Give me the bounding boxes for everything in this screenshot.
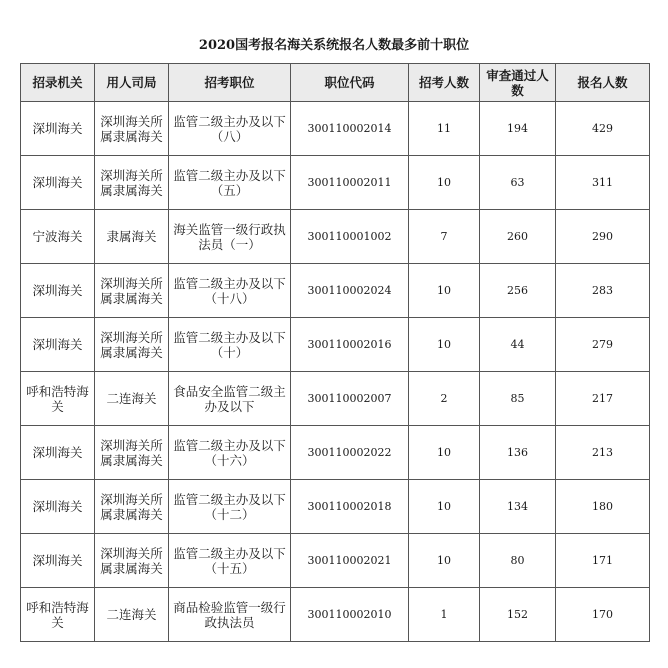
cell-applicants: 217 bbox=[556, 372, 650, 426]
header-quota: 招考人数 bbox=[409, 64, 480, 102]
cell-org: 深圳海关 bbox=[21, 318, 95, 372]
cell-code: 300110001002 bbox=[291, 210, 409, 264]
table-row bbox=[21, 102, 650, 156]
cell-dept: 深圳海关所属隶属海关 bbox=[95, 264, 169, 318]
cell-position: 监管二级主办及以下（十八） bbox=[169, 264, 291, 318]
cell-passed: 63 bbox=[480, 156, 556, 210]
cell-applicants: 171 bbox=[556, 534, 650, 588]
cell-applicants: 283 bbox=[556, 264, 650, 318]
table-row bbox=[21, 156, 650, 210]
cell-dept: 隶属海关 bbox=[95, 210, 169, 264]
cell-passed: 134 bbox=[480, 480, 556, 534]
cell-quota: 10 bbox=[409, 156, 480, 210]
cell-position: 商品检验监管一级行政执法员 bbox=[169, 588, 291, 642]
cell-code: 300110002024 bbox=[291, 264, 409, 318]
cell-quota: 7 bbox=[409, 210, 480, 264]
cell-applicants: 213 bbox=[556, 426, 650, 480]
cell-org: 深圳海关 bbox=[21, 264, 95, 318]
cell-org: 深圳海关 bbox=[21, 102, 95, 156]
cell-quota: 10 bbox=[409, 480, 480, 534]
cell-code: 300110002011 bbox=[291, 156, 409, 210]
cell-dept: 深圳海关所属隶属海关 bbox=[95, 426, 169, 480]
cell-org: 深圳海关 bbox=[21, 426, 95, 480]
cell-dept: 深圳海关所属隶属海关 bbox=[95, 102, 169, 156]
cell-dept: 深圳海关所属隶属海关 bbox=[95, 318, 169, 372]
cell-position: 食品安全监管二级主办及以下 bbox=[169, 372, 291, 426]
table-row bbox=[21, 480, 650, 534]
cell-applicants: 279 bbox=[556, 318, 650, 372]
ranking-table bbox=[20, 63, 650, 642]
cell-applicants: 311 bbox=[556, 156, 650, 210]
header-dept: 用人司局 bbox=[95, 64, 169, 102]
cell-code: 300110002018 bbox=[291, 480, 409, 534]
cell-applicants: 170 bbox=[556, 588, 650, 642]
cell-passed: 85 bbox=[480, 372, 556, 426]
cell-code: 300110002021 bbox=[291, 534, 409, 588]
cell-code: 300110002016 bbox=[291, 318, 409, 372]
cell-passed: 256 bbox=[480, 264, 556, 318]
header-org: 招录机关 bbox=[21, 64, 95, 102]
cell-quota: 10 bbox=[409, 264, 480, 318]
cell-quota: 1 bbox=[409, 588, 480, 642]
table-row bbox=[21, 534, 650, 588]
cell-quota: 11 bbox=[409, 102, 480, 156]
cell-code: 300110002010 bbox=[291, 588, 409, 642]
table-row bbox=[21, 210, 650, 264]
cell-org: 呼和浩特海关 bbox=[21, 372, 95, 426]
cell-position: 监管二级主办及以下（八） bbox=[169, 102, 291, 156]
header-applicants: 报名人数 bbox=[556, 64, 650, 102]
cell-applicants: 180 bbox=[556, 480, 650, 534]
header-position: 招考职位 bbox=[169, 64, 291, 102]
cell-position: 监管二级主办及以下（十） bbox=[169, 318, 291, 372]
cell-passed: 44 bbox=[480, 318, 556, 372]
table-row bbox=[21, 426, 650, 480]
cell-passed: 80 bbox=[480, 534, 556, 588]
header-code: 职位代码 bbox=[291, 64, 409, 102]
table-header-row bbox=[21, 64, 650, 102]
cell-position: 监管二级主办及以下（五） bbox=[169, 156, 291, 210]
cell-passed: 136 bbox=[480, 426, 556, 480]
cell-passed: 260 bbox=[480, 210, 556, 264]
cell-quota: 10 bbox=[409, 534, 480, 588]
cell-position: 监管二级主办及以下（十二） bbox=[169, 480, 291, 534]
cell-passed: 194 bbox=[480, 102, 556, 156]
cell-quota: 10 bbox=[409, 426, 480, 480]
cell-code: 300110002014 bbox=[291, 102, 409, 156]
table-row bbox=[21, 372, 650, 426]
cell-dept: 深圳海关所属隶属海关 bbox=[95, 480, 169, 534]
cell-quota: 2 bbox=[409, 372, 480, 426]
cell-org: 宁波海关 bbox=[21, 210, 95, 264]
cell-dept: 深圳海关所属隶属海关 bbox=[95, 534, 169, 588]
table-row bbox=[21, 588, 650, 642]
table-row bbox=[21, 318, 650, 372]
header-passed: 审查通过人数 bbox=[480, 64, 556, 102]
cell-passed: 152 bbox=[480, 588, 556, 642]
cell-org: 深圳海关 bbox=[21, 156, 95, 210]
cell-code: 300110002007 bbox=[291, 372, 409, 426]
cell-position: 监管二级主办及以下（十六） bbox=[169, 426, 291, 480]
cell-position: 海关监管一级行政执法员（一） bbox=[169, 210, 291, 264]
page-title: 2020国考报名海关系统报名人数最多前十职位 bbox=[198, 38, 470, 53]
cell-quota: 10 bbox=[409, 318, 480, 372]
cell-org: 深圳海关 bbox=[21, 480, 95, 534]
cell-org: 呼和浩特海关 bbox=[21, 588, 95, 642]
cell-dept: 二连海关 bbox=[95, 588, 169, 642]
cell-applicants: 429 bbox=[556, 102, 650, 156]
cell-org: 深圳海关 bbox=[21, 534, 95, 588]
cell-dept: 二连海关 bbox=[95, 372, 169, 426]
table-row bbox=[21, 264, 650, 318]
cell-position: 监管二级主办及以下（十五） bbox=[169, 534, 291, 588]
cell-dept: 深圳海关所属隶属海关 bbox=[95, 156, 169, 210]
cell-applicants: 290 bbox=[556, 210, 650, 264]
cell-code: 300110002022 bbox=[291, 426, 409, 480]
